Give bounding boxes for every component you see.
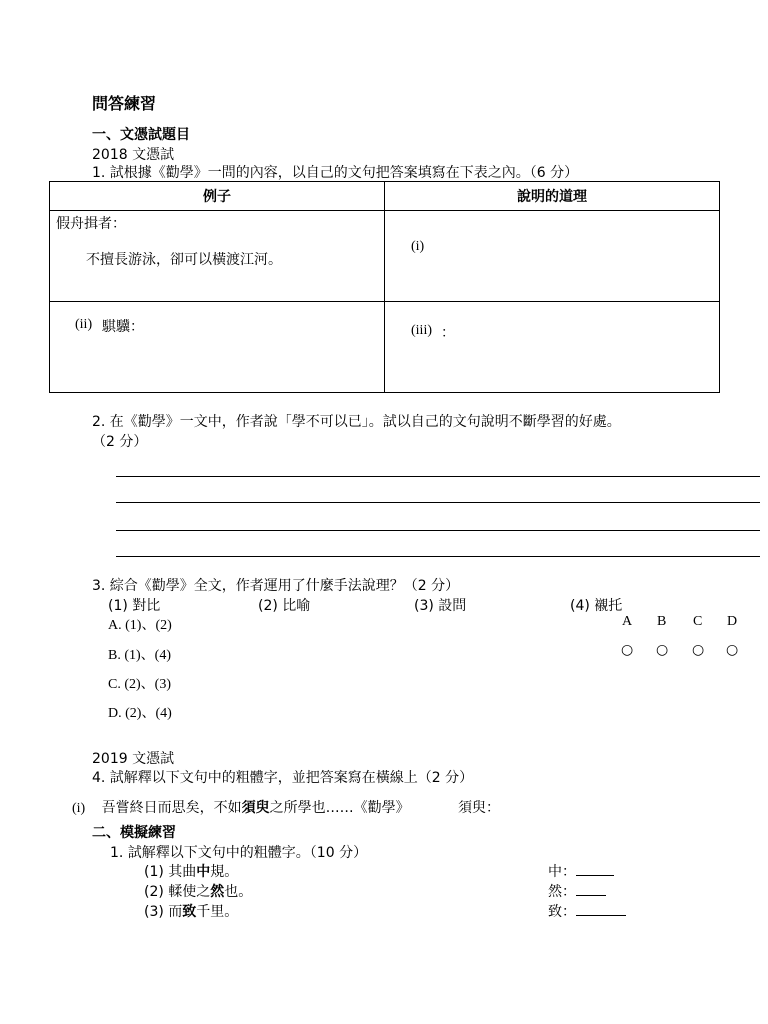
answer-iii-number: (iii) bbox=[411, 323, 432, 338]
question-4-number: (i) bbox=[72, 801, 86, 816]
answer-line-3[interactable] bbox=[116, 530, 760, 531]
question-3-text: 3. 綜合《勸學》全文，作者運用了什麼手法說理？（2 分） bbox=[92, 578, 460, 594]
question-4-post: 之所學也……《勸學》 bbox=[269, 800, 410, 816]
practice-item-2-pre: (2) 輮使之 bbox=[144, 884, 211, 900]
choice-b-text: (1)、(4) bbox=[124, 648, 171, 663]
option-3: (3) 設問 bbox=[414, 598, 467, 614]
choice-c bbox=[108, 673, 171, 693]
practice-answer-3-blank[interactable] bbox=[576, 901, 626, 916]
choice-c-label: C. bbox=[108, 677, 121, 692]
bubble-letter-a: A bbox=[622, 614, 633, 629]
page-title: 問答練習 bbox=[92, 94, 157, 113]
practice-item-1 bbox=[144, 861, 238, 881]
answer-table bbox=[49, 181, 720, 393]
bubble-c[interactable]: ○ bbox=[692, 642, 705, 658]
practice-item-3-bold: 致 bbox=[182, 904, 197, 920]
option-2: (2) 比喻 bbox=[258, 598, 311, 614]
practice-item-3-pre: (3) 而 bbox=[144, 904, 183, 920]
example-1-label: 假舟揖者： bbox=[56, 216, 126, 232]
practice-1-text: 1. 試解釋以下文句中的粗體字。（10 分） bbox=[110, 845, 368, 861]
question-4-answer-label: 須臾： bbox=[458, 800, 500, 816]
practice-answer-3-label: 致： bbox=[548, 904, 576, 920]
answer-line-1[interactable] bbox=[116, 476, 760, 477]
question-1-text: 1. 試根據《勸學》一問的內容，以自己的文句把答案填寫在下表之內。（6 分） bbox=[92, 165, 579, 181]
option-4: (4) 襯托 bbox=[570, 598, 623, 614]
bubble-letter-b: B bbox=[657, 614, 667, 629]
question-2-marks: （2 分） bbox=[92, 434, 148, 450]
practice-item-1-bold: 中 bbox=[196, 864, 211, 880]
practice-item-2-post: 也。 bbox=[224, 884, 253, 900]
answer-i-label: (i) bbox=[411, 239, 425, 254]
choice-c-text: (2)、(3) bbox=[124, 677, 171, 692]
choice-b-label: B. bbox=[108, 648, 121, 663]
practice-item-1-pre: (1) 其曲 bbox=[144, 864, 197, 880]
choice-d bbox=[108, 702, 172, 722]
bubble-letter-d: D bbox=[727, 614, 738, 629]
practice-answer-2-blank[interactable] bbox=[576, 881, 606, 896]
bubble-b[interactable]: ○ bbox=[656, 642, 669, 658]
practice-item-2-bold: 然 bbox=[210, 884, 225, 900]
practice-answer-1 bbox=[548, 861, 614, 881]
table-header-example: 例子 bbox=[50, 182, 385, 211]
practice-item-3 bbox=[144, 901, 238, 921]
section2-title: 二、模擬練習 bbox=[92, 825, 176, 841]
year-2018-label: 2018 文憑試 bbox=[92, 147, 175, 163]
practice-answer-2 bbox=[548, 881, 606, 901]
practice-answer-1-label: 中： bbox=[548, 864, 576, 880]
question-4-bold: 須臾 bbox=[241, 800, 270, 816]
table-header-reason: 說明的道理 bbox=[385, 182, 720, 211]
bubble-letter-c: C bbox=[693, 614, 703, 629]
example-2-label: 騏驥： bbox=[102, 319, 144, 335]
year-2019-label: 2019 文憑試 bbox=[92, 751, 175, 767]
example-2-number: (ii) bbox=[75, 317, 93, 332]
choice-d-label: D. bbox=[108, 706, 122, 721]
answer-line-4[interactable] bbox=[116, 556, 760, 557]
practice-item-3-post: 千里。 bbox=[196, 904, 239, 920]
practice-item-1-post: 規。 bbox=[210, 864, 239, 880]
choice-a bbox=[108, 614, 172, 634]
question-4-item bbox=[72, 797, 410, 817]
question-4-pre: 吾嘗終日而思矣，不如 bbox=[101, 800, 242, 816]
answer-iii-colon: ： bbox=[441, 325, 455, 341]
section1-title: 一、文憑試題目 bbox=[92, 127, 190, 143]
practice-answer-2-label: 然： bbox=[548, 884, 576, 900]
choice-b bbox=[108, 644, 171, 664]
example-1-text: 不擅長游泳，卻可以橫渡江河。 bbox=[86, 252, 282, 268]
choice-d-text: (2)、(4) bbox=[125, 706, 172, 721]
practice-item-2 bbox=[144, 881, 252, 901]
practice-answer-3 bbox=[548, 901, 626, 921]
practice-answer-1-blank[interactable] bbox=[576, 861, 614, 876]
bubble-a[interactable]: ○ bbox=[621, 642, 634, 658]
question-4-text: 4. 試解釋以下文句中的粗體字，並把答案寫在橫線上（2 分） bbox=[92, 770, 474, 786]
option-1: (1) 對比 bbox=[108, 598, 161, 614]
choice-a-text: (1)、(2) bbox=[125, 618, 172, 633]
choice-a-label: A. bbox=[108, 618, 122, 633]
answer-line-2[interactable] bbox=[116, 502, 760, 503]
question-2-text: 2. 在《勸學》一文中，作者說「學不可以已」。試以自己的文句說明不斷學習的好處。 bbox=[92, 414, 621, 430]
bubble-d[interactable]: ○ bbox=[726, 642, 739, 658]
